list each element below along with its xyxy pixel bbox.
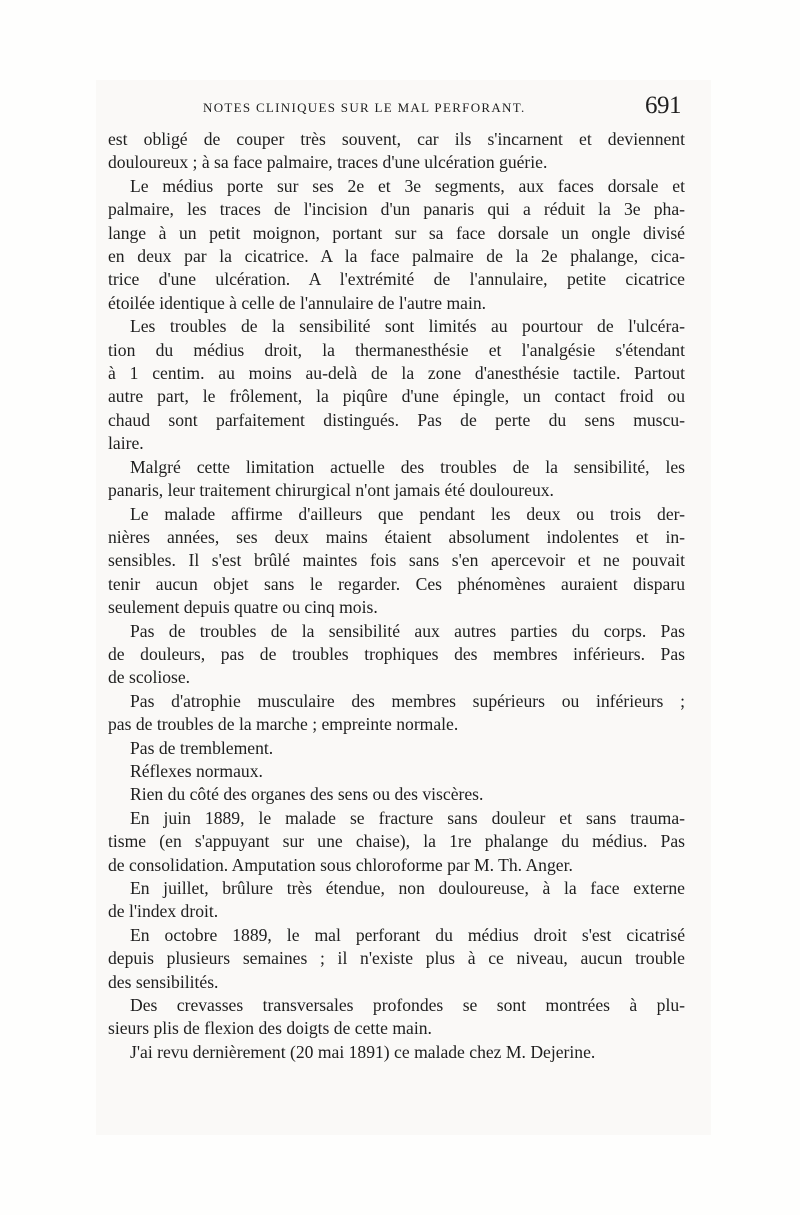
text-line: étoilée identique à celle de l'annulaire de l'autre main. (108, 292, 487, 313)
text-line: J'ai revu dernièrement (20 mai 1891) ce malade chez M. Dejerine. (130, 1041, 596, 1062)
text-line: sensibles. Il s'est brûlé maintes fois sans s'en apercevoir et ne pouvait (108, 550, 685, 571)
paragraph (108, 807, 685, 877)
text-line: Pas de troubles de la sensibilité aux autres parties du corps. Pas (130, 620, 685, 641)
text-line: trice d'une ulcération. A l'extrémité de l'annulaire, petite cicatrice (108, 269, 685, 290)
text-line: de scoliose. (108, 667, 191, 688)
paragraph (108, 456, 685, 503)
text-line: de l'index droit. (108, 901, 219, 922)
text-line: tenir aucun objet sans le regarder. Ces phénomènes auraient disparu (108, 573, 685, 594)
running-title: NOTES CLINIQUES SUR LE MAL PERFORANT. (203, 100, 526, 115)
paragraph (108, 175, 685, 315)
text-line: Des crevasses transversales profondes se sont montrées à plu- (130, 995, 685, 1016)
text-line: En juillet, brûlure très étendue, non douloureuse, à la face externe (130, 878, 685, 898)
text-line: En octobre 1889, le mal perforant du médius droit s'est cicatrisé (130, 924, 685, 945)
text-line: depuis plusieurs semaines ; il n'existe plus à ce niveau, aucun trouble (108, 948, 685, 969)
text-line: En juin 1889, le malade se fracture sans douleur et sans trauma- (130, 807, 685, 828)
paragraph (108, 620, 685, 690)
paragraph (108, 503, 685, 620)
text-line: Les troubles de la sensibilité sont limités au pourtour de l'ulcéra- (130, 316, 685, 337)
text-line: Pas d'atrophie musculaire des membres supérieurs ou inférieurs ; (130, 690, 685, 711)
paragraph (108, 924, 685, 994)
text-line: en deux par la cicatrice. A la face palmaire de la 2e phalange, cica- (108, 246, 685, 267)
body-text (108, 128, 685, 1064)
text-line: des sensibilités. (108, 971, 219, 992)
text-line: est obligé de couper très souvent, car ils s'incarnent et deviennent (108, 129, 685, 149)
text-line: nières années, ses deux mains étaient absolument indolentes et in- (108, 526, 685, 547)
text-line: Le malade affirme d'ailleurs que pendant les deux ou trois der- (130, 503, 685, 524)
paragraph (108, 128, 685, 175)
paragraph (108, 760, 685, 783)
text-line: Pas de tremblement. (130, 737, 274, 758)
paragraph (108, 737, 685, 760)
text-line: palmaire, les traces de l'incision d'un panaris qui a réduit la 3e pha- (108, 199, 685, 220)
paragraph (108, 994, 685, 1041)
page-header (203, 92, 683, 122)
text-line: Le médius porte sur ses 2e et 3e segments, aux faces dorsale et (130, 175, 685, 196)
text-line: à 1 centim. au moins au-delà de la zone d'anesthésie tactile. Partout (108, 363, 685, 384)
text-line: autre part, le frôlement, la piqûre d'une épingle, un contact froid ou (108, 386, 685, 407)
paragraph (108, 877, 685, 924)
text-line: Réflexes normaux. (130, 760, 263, 781)
text-line: sieurs plis de flexion des doigts de cette main. (108, 1018, 432, 1039)
text-line: douloureux ; à sa face palmaire, traces d'une ulcération guérie. (108, 152, 548, 173)
text-line: Rien du côté des organes des sens ou des viscères. (130, 784, 484, 805)
text-line: chaud sont parfaitement distingués. Pas de perte du sens muscu- (108, 409, 685, 430)
text-line: lange à un petit moignon, portant sur sa face dorsale un ongle divisé (108, 222, 685, 243)
text-line: laire. (108, 433, 144, 454)
paragraph (108, 315, 685, 455)
paragraph (108, 1041, 685, 1064)
page-number: 691 (645, 92, 681, 119)
text-line: de consolidation. Amputation sous chloroforme par M. Th. Anger. (108, 854, 573, 875)
text-line: tion du médius droit, la thermanesthésie et l'analgésie s'étendant (108, 339, 685, 360)
text-line: tisme (en s'appuyant sur une chaise), la 1re phalange du médius. Pas (108, 831, 685, 852)
text-line: de douleurs, pas de troubles trophiques des membres inférieurs. Pas (108, 643, 685, 664)
text-line: pas de troubles de la marche ; empreinte normale. (108, 714, 459, 735)
text-line: seulement depuis quatre ou cinq mois. (108, 597, 378, 618)
paragraph (108, 690, 685, 737)
paragraph (108, 783, 685, 806)
text-line: panaris, leur traitement chirurgical n'ont jamais été douloureux. (108, 480, 554, 501)
text-line: Malgré cette limitation actuelle des troubles de la sensibilité, les (130, 456, 685, 477)
